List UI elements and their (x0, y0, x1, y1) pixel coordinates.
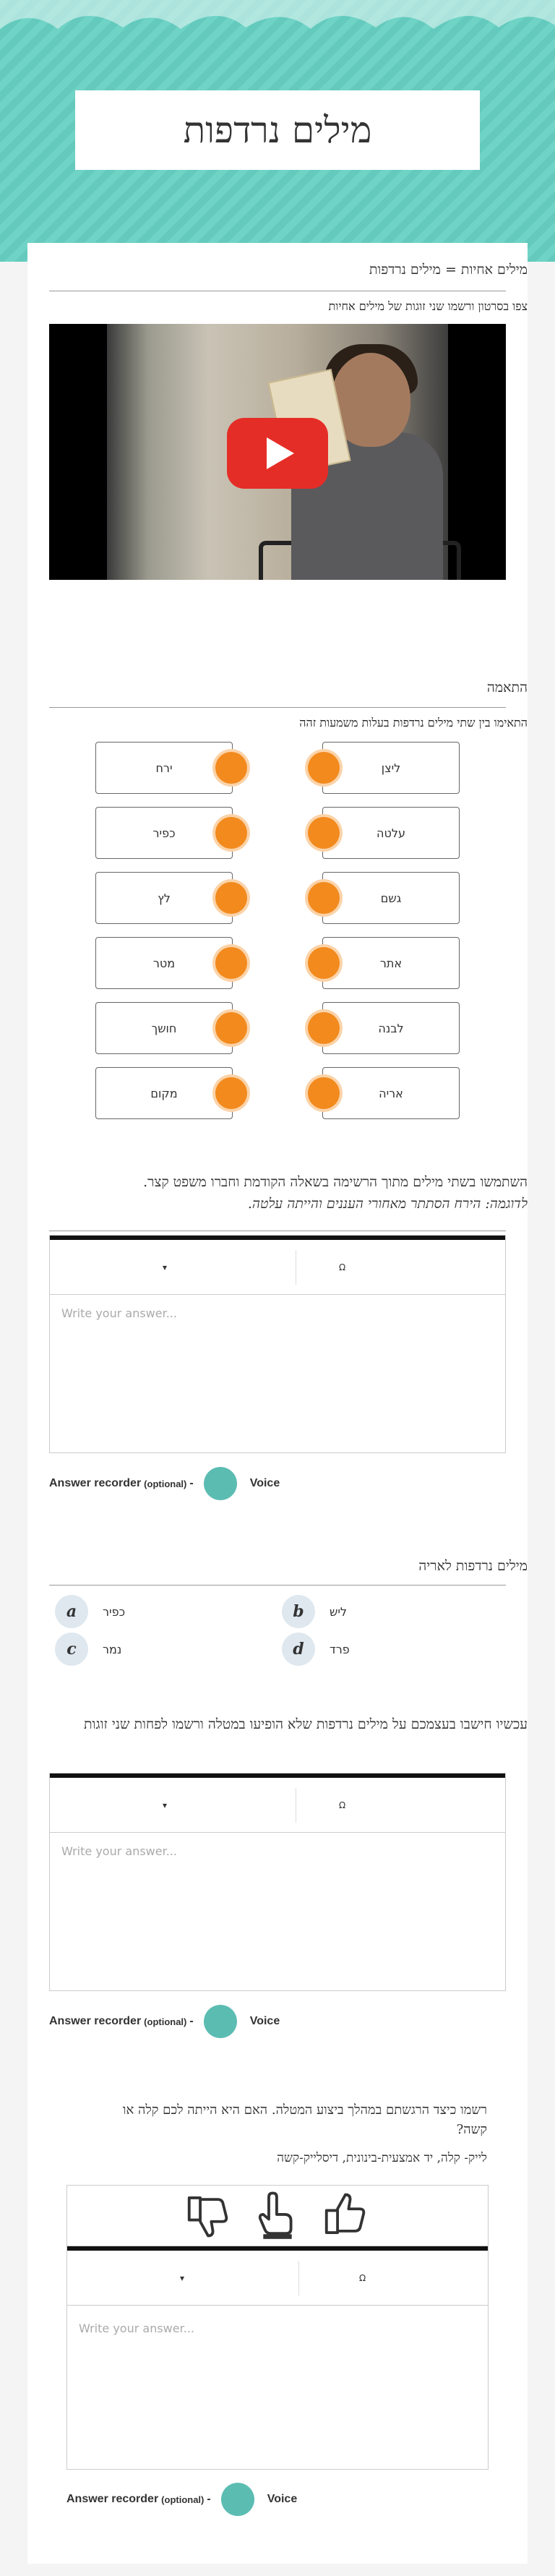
recorder-label: Answer recorder (49, 2015, 142, 2027)
match-left-item[interactable]: חושך (95, 1002, 233, 1054)
record-voice-button[interactable] (221, 2483, 254, 2516)
play-icon (267, 437, 294, 469)
record-voice-button[interactable] (204, 1467, 237, 1500)
mc-option-c[interactable] (55, 1633, 121, 1666)
special-char-button[interactable]: Ω (359, 2273, 366, 2283)
answer-editor[interactable] (66, 2246, 489, 2470)
match-left-connector[interactable] (215, 752, 247, 784)
match-right-item[interactable]: גשם (322, 872, 460, 924)
match-right-connector[interactable] (308, 1012, 340, 1044)
recorder-dash: - (207, 2493, 211, 2505)
toolbar-separator (298, 2261, 299, 2295)
question-sentence (65, 1171, 528, 1215)
recorder-label: Answer recorder (66, 2493, 159, 2505)
mc-option-d[interactable] (282, 1633, 350, 1666)
option-label: ליש (330, 1604, 348, 1619)
answer-recorder (66, 2483, 297, 2516)
recorder-optional: (optional) (144, 1478, 187, 1489)
video-play-button[interactable] (227, 418, 328, 489)
page-title-box (75, 90, 480, 170)
option-letter-a: a (55, 1595, 88, 1628)
match-right-connector[interactable] (308, 1077, 340, 1109)
section-title-synonyms: מילים אחיות = מילים נרדפות (369, 262, 528, 278)
voice-label: Voice (267, 2493, 298, 2505)
match-instruction: התאימו בין שתי מילים נרדפות בעלות משמעות זהה (299, 716, 528, 729)
match-right-connector[interactable] (308, 817, 340, 849)
answer-placeholder[interactable]: Write your answer... (61, 1844, 177, 1858)
video-player[interactable] (49, 324, 506, 580)
special-char-button[interactable]: Ω (339, 1800, 346, 1810)
answer-editor[interactable] (49, 1773, 506, 1991)
editor-toolbar (50, 1240, 505, 1295)
pointing-hand-icon[interactable] (252, 2190, 303, 2241)
option-letter-b: b (282, 1595, 315, 1628)
editor-toolbar (67, 2251, 488, 2306)
question-feeling: רשמו כיצד הרגשתם במהלך ביצוע המטלה. האם היא הייתה לכם קלה או קשה? (122, 2102, 487, 2137)
match-left-connector[interactable] (215, 947, 247, 979)
match-right-connector[interactable] (308, 947, 340, 979)
answer-recorder (49, 2005, 280, 2038)
match-right-item[interactable]: אתר (322, 937, 460, 989)
format-dropdown[interactable]: ▾ (180, 2273, 185, 2283)
editor-toolbar (50, 1778, 505, 1833)
match-left-connector[interactable] (215, 817, 247, 849)
section-divider (49, 707, 506, 708)
recorder-label: Answer recorder (49, 1477, 142, 1489)
section-divider (49, 1585, 506, 1586)
match-right-connector[interactable] (308, 752, 340, 784)
match-left-connector[interactable] (215, 1012, 247, 1044)
option-label: נמר (103, 1642, 122, 1656)
question-text: השתמשו בשתי מילים מתוך הרשימה בשאלה הקודמת וחברו משפט קצר. (143, 1174, 528, 1190)
option-label: כפיר (103, 1604, 126, 1619)
answer-placeholder[interactable]: Write your answer... (61, 1306, 177, 1320)
format-dropdown[interactable]: ▾ (163, 1262, 168, 1272)
option-label: פרד (330, 1642, 350, 1656)
match-right-connector[interactable] (308, 882, 340, 914)
voice-label: Voice (249, 2015, 280, 2027)
section-instruction: צפו בסרטון ורשמו שני זוגות של מילים אחיות (328, 299, 528, 313)
recorder-dash: - (189, 2015, 194, 2027)
match-left-item[interactable]: כפיר (95, 807, 233, 859)
answer-placeholder[interactable]: Write your answer... (79, 2322, 194, 2335)
question-more-synonyms: עכשיו חישבו בעצמכם על מילים נרדפות שלא הופיעו במטלה ורשמו לפחות שני זוגות (83, 1716, 528, 1732)
option-letter-d: d (282, 1633, 315, 1666)
match-right-item[interactable]: עלטה (322, 807, 460, 859)
section-title-mc: מילים נרדפות לאריה (418, 1558, 528, 1574)
match-left-item[interactable]: מקום (95, 1067, 233, 1119)
special-char-button[interactable]: Ω (339, 1262, 346, 1272)
mc-option-a[interactable] (55, 1595, 125, 1628)
voice-label: Voice (249, 1477, 280, 1489)
format-dropdown[interactable]: ▾ (163, 1800, 168, 1810)
option-letter-c: c (55, 1633, 88, 1666)
record-voice-button[interactable] (204, 2005, 237, 2038)
match-left-item[interactable]: מטר (95, 937, 233, 989)
match-left-item[interactable]: ירח (95, 742, 233, 794)
thumbs-up-icon[interactable] (320, 2190, 371, 2241)
question-example: לדוגמה: הירח הסתתר מאחורי העננים והייתה עלטה. (247, 1196, 528, 1212)
match-right-item[interactable]: אריה (322, 1067, 460, 1119)
page-title: מילים נרדפות (183, 109, 372, 151)
difficulty-rating (66, 2185, 489, 2246)
match-right-item[interactable]: ליצן (322, 742, 460, 794)
thumbs-down-icon[interactable] (183, 2190, 233, 2241)
recorder-optional: (optional) (144, 2016, 187, 2027)
clouds-decoration (0, 0, 555, 80)
match-left-connector[interactable] (215, 882, 247, 914)
answer-recorder (49, 1467, 280, 1500)
match-left-connector[interactable] (215, 1077, 247, 1109)
section-title-match: התאמה (486, 680, 528, 696)
match-left-item[interactable]: לץ (95, 872, 233, 924)
recorder-optional: (optional) (161, 2494, 205, 2505)
recorder-dash: - (189, 1477, 194, 1489)
match-right-item[interactable]: לבנה (322, 1002, 460, 1054)
mc-option-b[interactable] (282, 1595, 347, 1628)
difficulty-scale: לייק- קלה, יד אמצעית-בינונית, דיסלייק-קשה (277, 2151, 487, 2165)
answer-editor[interactable] (49, 1235, 506, 1453)
